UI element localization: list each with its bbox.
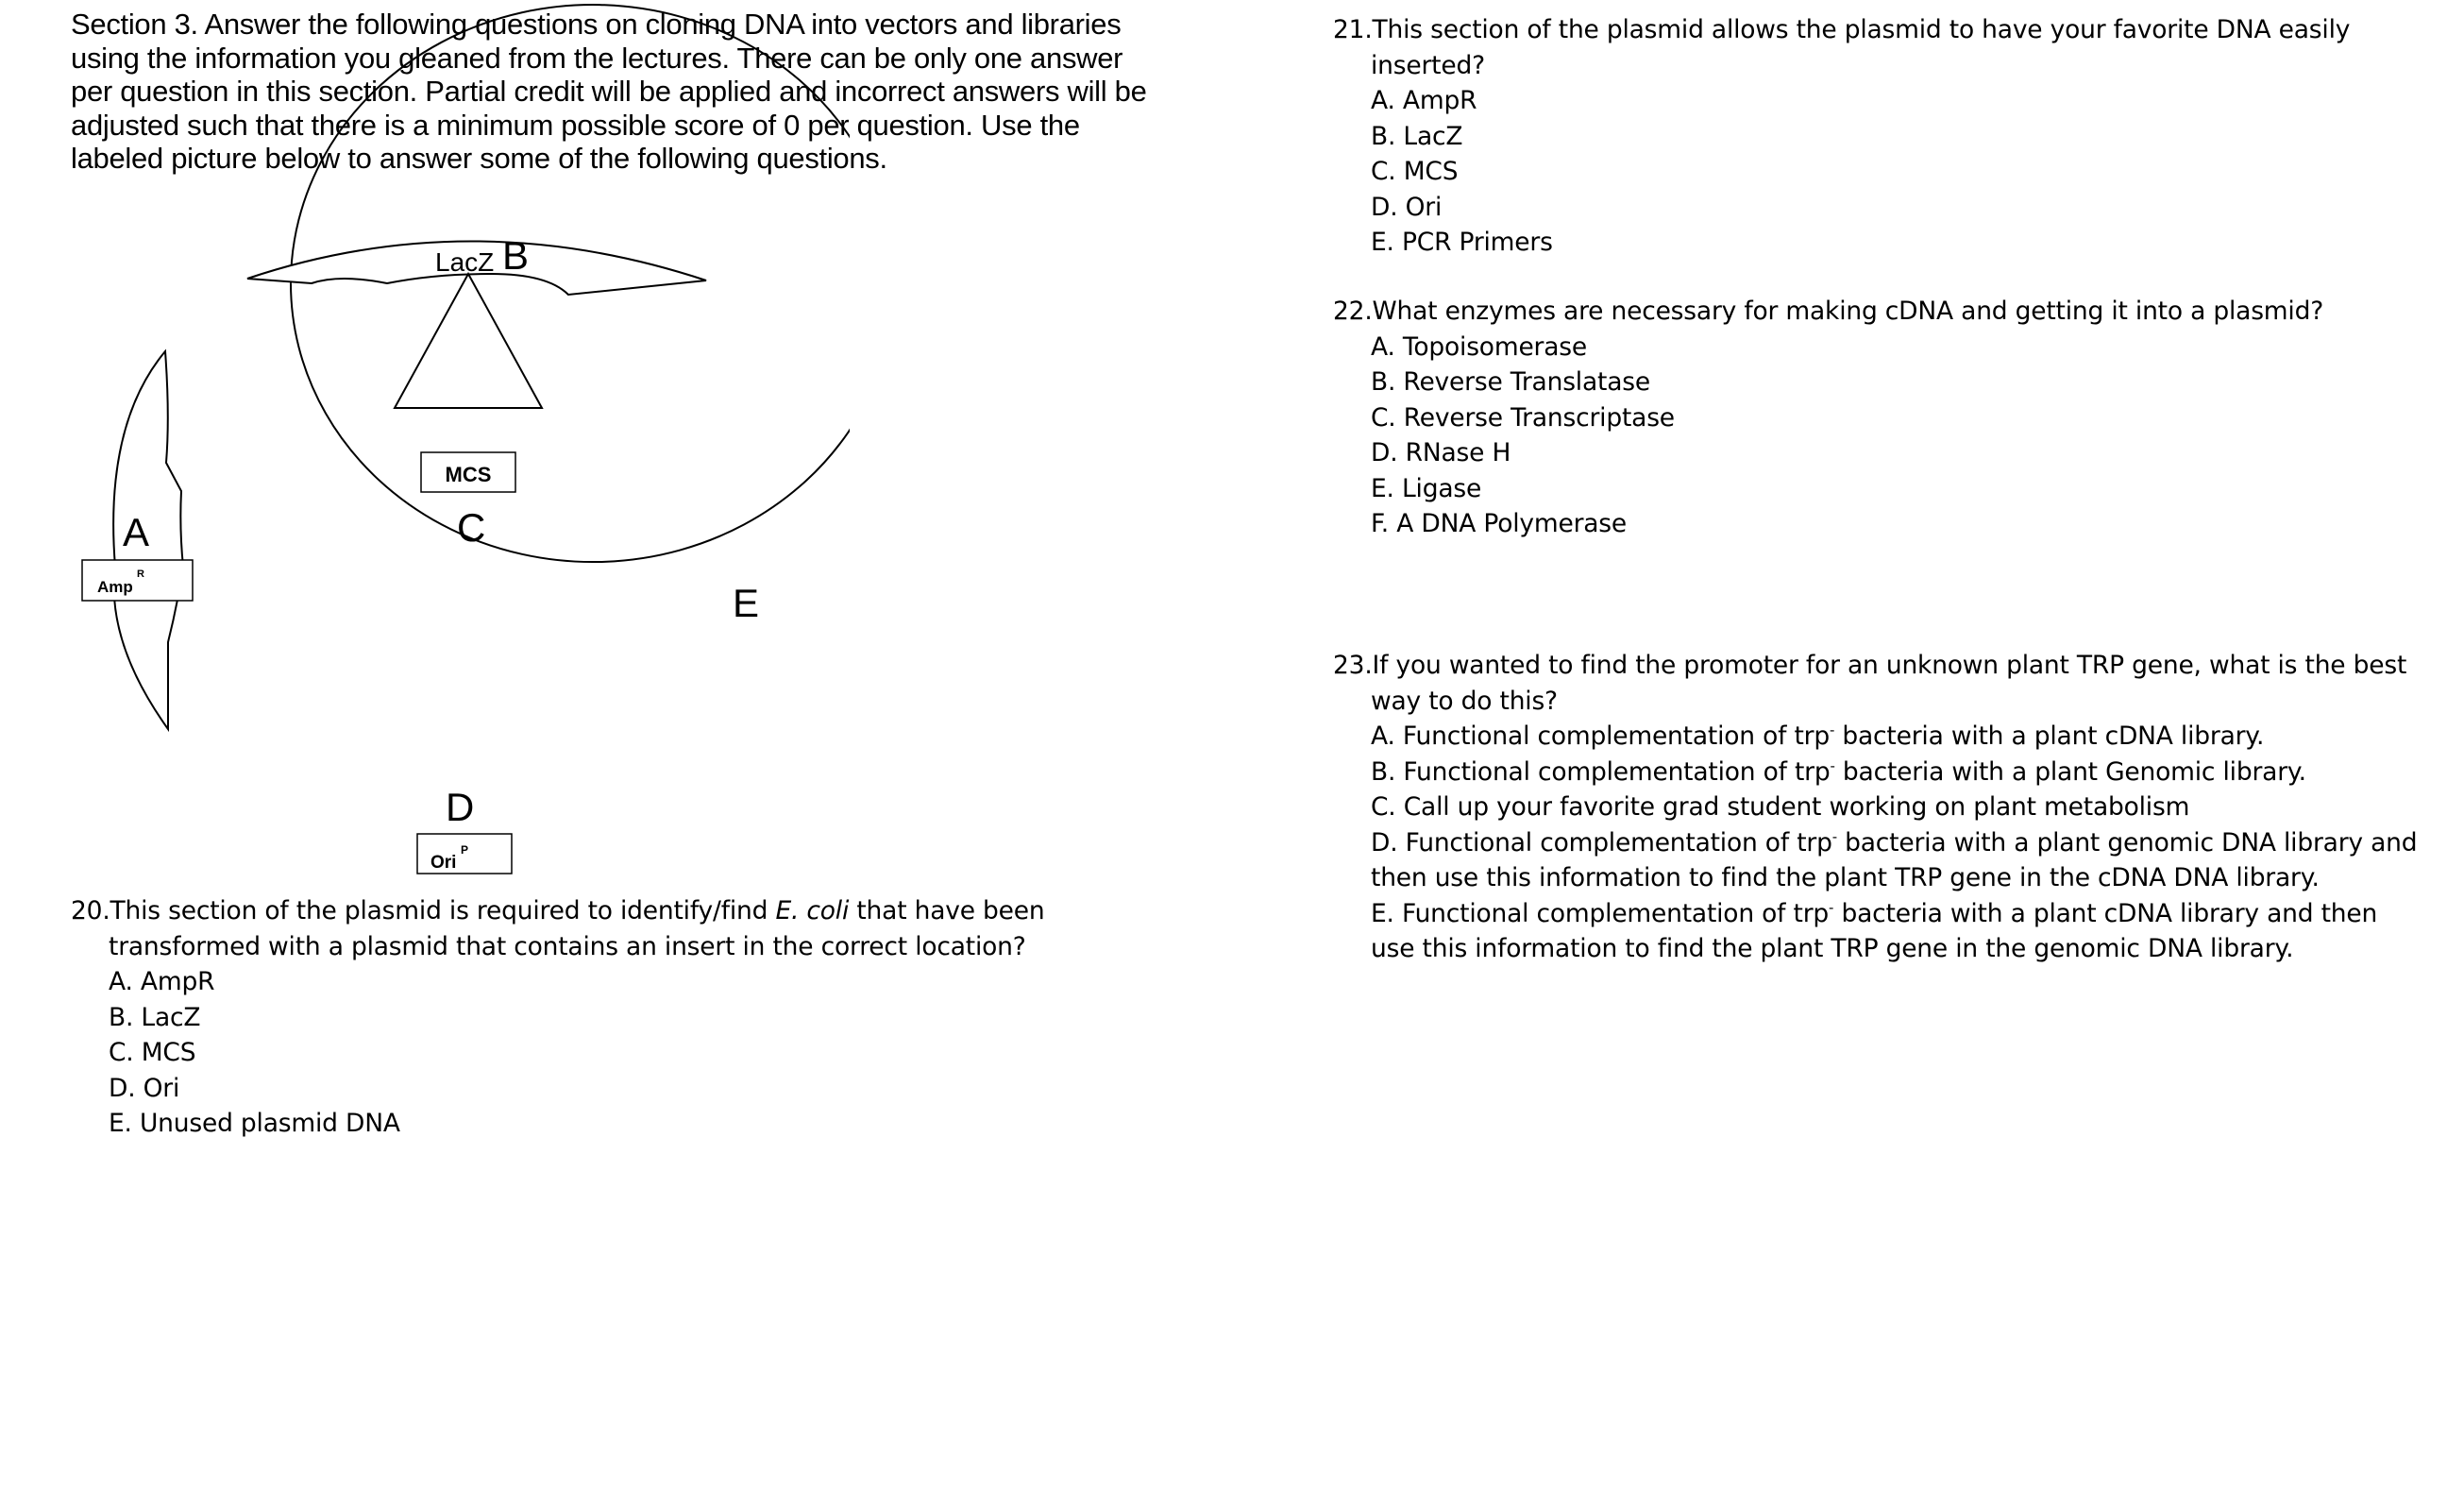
q22-option-a: A. Topoisomerase [1371, 331, 1587, 362]
q23-option-a: A. Functional complementation of trp- bacteria with a plant cDNA library. [1371, 722, 2265, 751]
q20-option-a: A. AmpR [109, 967, 215, 996]
q20-option-d: D. Ori [109, 1073, 180, 1103]
q22-option-c: C. Reverse Transcriptase [1371, 402, 1675, 433]
insert-triangle [395, 274, 542, 408]
section-instructions: Section 3. Answer the following questions on cloning DNA into vectors and libraries using the information you gleaned from the lectures. There can be only one answer per question in this section. Partial credit will be applied and incorrect answers will be adjusted such that there is a minimum possible score of 0 per question. Use the labeled picture below to answer some of the following questions. [71, 8, 1147, 175]
question-20-stem: 20.This section of the plasmid is required to identify/find E. coli that have been transformed with a plasmid that contains an insert in the correct location? [71, 896, 1045, 961]
q21-option-b: B. LacZ [1371, 121, 1463, 151]
q23-option-e: E. Functional complementation of trp- bacteria with a plant cDNA library and then use this information to find the plant TRP gene in the genomic DNA library. [1371, 898, 2378, 963]
q22-option-f: F. A DNA Polymerase [1371, 509, 1628, 538]
q22-option-b: B. Reverse Translatase [1371, 367, 1650, 397]
ori-label: Ori [430, 853, 457, 873]
q20-option-e: E. Unused plasmid DNA [109, 1109, 400, 1138]
label-c: C [457, 505, 486, 550]
amp-superscript: R [137, 569, 144, 580]
q20-option-b: B. LacZ [109, 1002, 201, 1032]
q23-option-d: D. Functional complementation of trp- bacteria with a plant genomic DNA library and then use this information to find the plant TRP gene in the cDNA DNA library. [1371, 827, 2418, 892]
q20-option-c: C. MCS [109, 1038, 196, 1067]
question-20 [71, 893, 1090, 1142]
q22-option-d: D. RNase H [1371, 438, 1511, 467]
question-22-stem: 22.What enzymes are necessary for making cDNA and getting it into a plasmid? [1333, 297, 2324, 326]
q21-option-a: A. AmpR [1371, 86, 1477, 115]
question-23 [1333, 648, 2419, 967]
q21-option-e: E. PCR Primers [1371, 228, 1553, 257]
mcs-label: MCS [445, 463, 492, 486]
question-22 [1333, 294, 2419, 542]
q21-option-d: D. Ori [1371, 192, 1443, 222]
q22-option-e: E. Ligase [1371, 473, 1482, 503]
label-a: A [123, 510, 150, 554]
amp-label: Amp [97, 578, 133, 596]
label-e: E [733, 581, 760, 625]
question-21 [1333, 12, 2419, 261]
ori-superscript: P [461, 843, 469, 857]
question-23-stem: 23.If you wanted to find the promoter for an unknown plant TRP gene, what is the best way to do this? [1333, 651, 2407, 716]
question-21-stem: 21.This section of the plasmid allows the plasmid to have your favorite DNA easily inserted? [1333, 15, 2351, 80]
q23-option-b: B. Functional complementation of trp- bacteria with a plant Genomic library. [1371, 756, 2306, 787]
label-b: B [502, 233, 530, 278]
label-d: D [446, 785, 475, 829]
plasmid-diagram [0, 0, 850, 888]
q21-option-c: C. MCS [1371, 157, 1459, 186]
lacz-label: LacZ [435, 247, 495, 277]
q23-option-c: C. Call up your favorite grad student working on plant metabolism [1371, 792, 2190, 822]
